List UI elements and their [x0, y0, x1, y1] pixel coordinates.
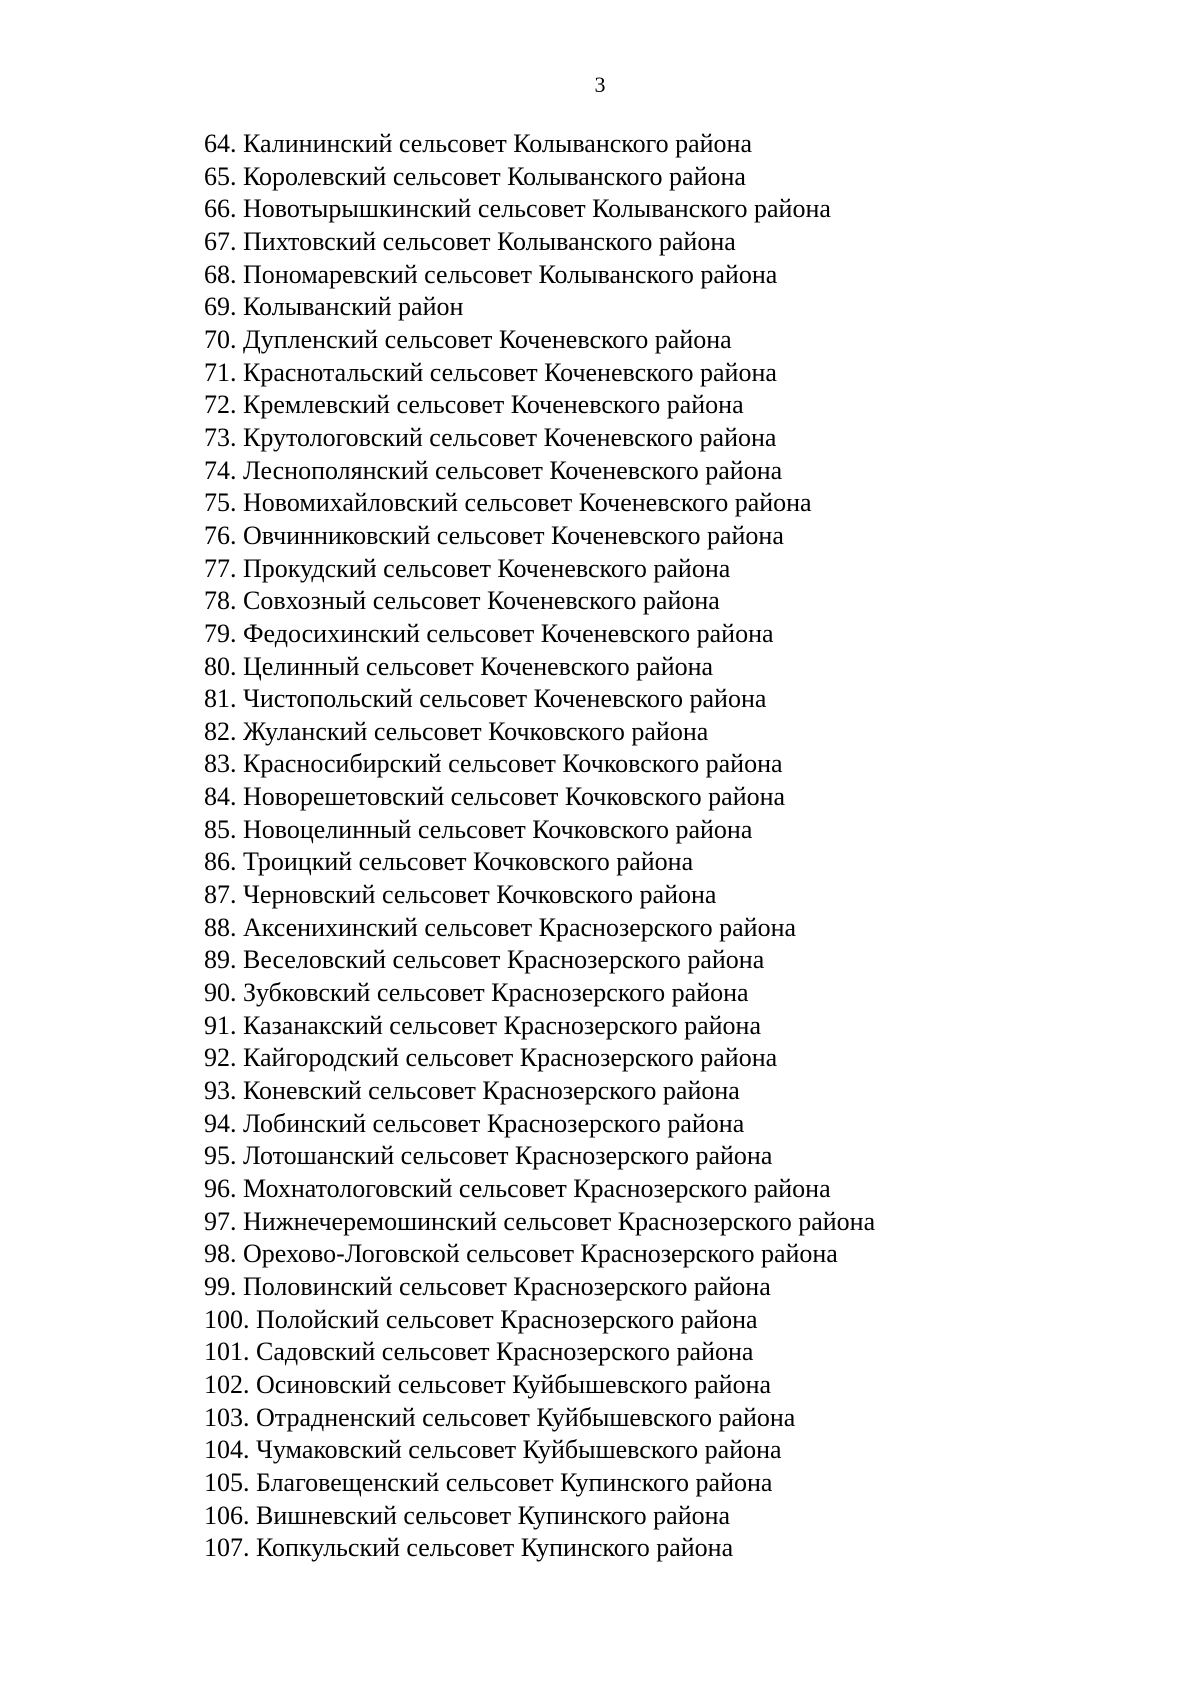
list-item-text: Мохнатологовский сельсовет Краснозерского района	[243, 1174, 831, 1203]
list-item-text: Аксенихинский сельсовет Краснозерского района	[243, 912, 797, 942]
list-item	[204, 553, 875, 586]
list-item	[204, 520, 875, 553]
list-item-number: 106.	[204, 1500, 250, 1530]
list-item-number: 103.	[204, 1402, 250, 1432]
list-item-number: 104.	[204, 1435, 250, 1465]
list-item-text: Кайгородский сельсовет Краснозерского района	[243, 1043, 778, 1073]
list-item	[204, 716, 875, 749]
list-item	[204, 487, 875, 520]
list-item	[204, 1206, 875, 1239]
list-item-text: Лотошанский сельсовет Краснозерского района	[243, 1141, 773, 1171]
list-item	[204, 161, 875, 194]
list-item-text: Казанакский сельсовет Краснозерского района	[243, 1010, 762, 1040]
list-item	[204, 781, 875, 814]
list-item-text: Совхозный сельсовет Коченевского района	[243, 586, 720, 616]
list-item	[204, 1467, 875, 1500]
list-item-text: Колыванский район	[243, 292, 464, 322]
list-item-number: 78.	[204, 586, 237, 616]
list-item	[204, 977, 875, 1010]
list-item	[204, 683, 875, 716]
list-item-number: 69.	[204, 292, 237, 322]
list-item	[204, 128, 875, 161]
list-item-number: 67.	[204, 226, 237, 256]
list-item	[204, 422, 875, 455]
list-item-number: 101.	[204, 1337, 250, 1367]
list-item-number: 92.	[204, 1043, 237, 1073]
list-item	[204, 455, 875, 488]
list-item-text: Краснотальский сельсовет Коченевского района	[243, 357, 777, 387]
list-item	[204, 651, 875, 684]
list-item-text: Красносибирский сельсовет Кочковского района	[243, 749, 783, 779]
list-item	[204, 324, 875, 357]
list-item-text: Чистопольский сельсовет Коченевского района	[243, 684, 767, 714]
list-item-number: 71.	[204, 357, 237, 387]
list-item	[204, 357, 875, 390]
list-item-number: 75.	[204, 488, 237, 518]
list-item-number: 102.	[204, 1369, 250, 1399]
list-item-text: Осиновский сельсовет Куйбышевского района	[256, 1369, 772, 1399]
list-item-text: Федосихинский сельсовет Коченевского района	[243, 618, 774, 648]
list-item-text: Зубковский сельсовет Краснозерского района	[243, 978, 749, 1008]
list-item-number: 89.	[204, 945, 237, 975]
list-item-text: Пихтовский сельсовет Колыванского района	[243, 226, 736, 256]
page-number: 3	[594, 72, 606, 97]
list-item	[204, 1238, 875, 1271]
list-item-number: 83.	[204, 749, 237, 779]
list-item-text: Жуланский сельсовет Кочковского района	[243, 716, 709, 746]
list-item-text: Лобинский сельсовет Краснозерского района	[243, 1108, 745, 1138]
list-item-number: 85.	[204, 814, 237, 844]
list-item	[204, 1402, 875, 1435]
list-item-text: Пономаревский сельсовет Колыванского района	[243, 259, 778, 289]
municipality-list	[204, 128, 875, 1565]
list-item	[204, 259, 875, 292]
list-item-text: Новорешетовский сельсовет Кочковского района	[243, 782, 786, 812]
list-item	[204, 1532, 875, 1565]
list-item	[204, 1075, 875, 1108]
list-item	[204, 814, 875, 847]
list-item-number: 65.	[204, 161, 237, 191]
list-item-text: Новоцелинный сельсовет Кочковского района	[243, 814, 753, 844]
list-item-number: 79.	[204, 618, 237, 648]
list-item	[204, 1500, 875, 1533]
list-item-number: 98.	[204, 1239, 237, 1269]
list-item-text: Королевский сельсовет Колыванского района	[243, 161, 746, 191]
list-item	[204, 291, 875, 324]
list-item-text: Орехово-Логовской сельсовет Краснозерского района	[243, 1239, 838, 1269]
list-item-text: Новотырышкинский сельсовет Колыванского района	[243, 194, 831, 224]
list-item-number: 84.	[204, 782, 237, 812]
list-item-number: 97.	[204, 1206, 237, 1236]
list-item-text: Благовещенский сельсовет Купинского района	[256, 1467, 773, 1497]
list-item-text: Леснополянский сельсовет Коченевского района	[243, 455, 783, 485]
list-item-text: Копкульский сельсовет Купинского района	[256, 1533, 734, 1563]
list-item	[204, 1042, 875, 1075]
list-item-text: Крутологовский сельсовет Коченевского района	[243, 422, 777, 452]
list-item	[204, 585, 875, 618]
list-item	[204, 1304, 875, 1337]
list-item-text: Половинский сельсовет Краснозерского района	[243, 1271, 771, 1301]
list-item	[204, 1369, 875, 1402]
list-item-number: 68.	[204, 259, 237, 289]
list-item-text: Новомихайловский сельсовет Коченевского района	[243, 488, 812, 518]
list-item-number: 99.	[204, 1271, 237, 1301]
list-item-number: 73.	[204, 422, 237, 452]
list-item	[204, 1434, 875, 1467]
list-item-number: 81.	[204, 684, 237, 714]
list-item-text: Вишневский сельсовет Купинского района	[256, 1500, 731, 1530]
list-item-number: 90.	[204, 978, 237, 1008]
list-item	[204, 1010, 875, 1043]
list-item-text: Нижнечеремошинский сельсовет Краснозерского района	[243, 1206, 876, 1236]
list-item-number: 80.	[204, 651, 237, 681]
list-item-number: 107.	[204, 1533, 250, 1563]
list-item	[204, 193, 875, 226]
list-item-number: 105.	[204, 1467, 250, 1497]
list-item-number: 66.	[204, 194, 237, 224]
list-item-number: 82.	[204, 716, 237, 746]
list-item	[204, 226, 875, 259]
list-item	[204, 1336, 875, 1369]
list-item	[204, 879, 875, 912]
list-item-number: 95.	[204, 1141, 237, 1171]
list-item	[204, 912, 875, 945]
list-item-number: 94.	[204, 1108, 237, 1138]
list-item	[204, 1173, 875, 1206]
list-item-number: 76.	[204, 520, 237, 550]
list-item-number: 100.	[204, 1304, 250, 1334]
list-item	[204, 389, 875, 422]
list-item-text: Коневский сельсовет Краснозерского района	[243, 1076, 740, 1106]
list-item	[204, 1108, 875, 1141]
list-item-number: 72.	[204, 390, 237, 420]
list-item-number: 88.	[204, 912, 237, 942]
list-item	[204, 846, 875, 879]
list-item-text: Чумаковский сельсовет Куйбышевского района	[256, 1435, 782, 1465]
list-item-number: 87.	[204, 880, 237, 910]
list-item-text: Черновский сельсовет Кочковского района	[243, 880, 717, 910]
list-item-text: Отрадненский сельсовет Куйбышевского района	[256, 1402, 796, 1432]
list-item-number: 91.	[204, 1010, 237, 1040]
list-item	[204, 1271, 875, 1304]
list-item	[204, 618, 875, 651]
list-item-number: 96.	[204, 1174, 237, 1203]
list-item-text: Целинный сельсовет Коченевского района	[243, 651, 714, 681]
list-item-number: 64.	[204, 129, 237, 158]
list-item-text: Троицкий сельсовет Кочковского района	[243, 847, 694, 877]
list-item	[204, 944, 875, 977]
list-item	[204, 1140, 875, 1173]
list-item-text: Полойский сельсовет Краснозерского района	[256, 1304, 758, 1334]
list-item-text: Прокудский сельсовет Коченевского района	[243, 553, 731, 583]
list-item-text: Садовский сельсовет Краснозерского района	[256, 1337, 754, 1367]
list-item-number: 74.	[204, 455, 237, 485]
list-item-number: 86.	[204, 847, 237, 877]
list-item	[204, 748, 875, 781]
list-item-text: Овчинниковский сельсовет Коченевского района	[243, 520, 784, 550]
list-item-text: Веселовский сельсовет Краснозерского района	[243, 945, 765, 975]
list-item-text: Калининский сельсовет Колыванского района	[243, 129, 753, 158]
list-item-text: Дупленский сельсовет Коченевского района	[243, 324, 732, 354]
list-item-number: 77.	[204, 553, 237, 583]
list-item-number: 70.	[204, 324, 237, 354]
list-item-number: 93.	[204, 1076, 237, 1106]
list-item-text: Кремлевский сельсовет Коченевского района	[243, 390, 744, 420]
